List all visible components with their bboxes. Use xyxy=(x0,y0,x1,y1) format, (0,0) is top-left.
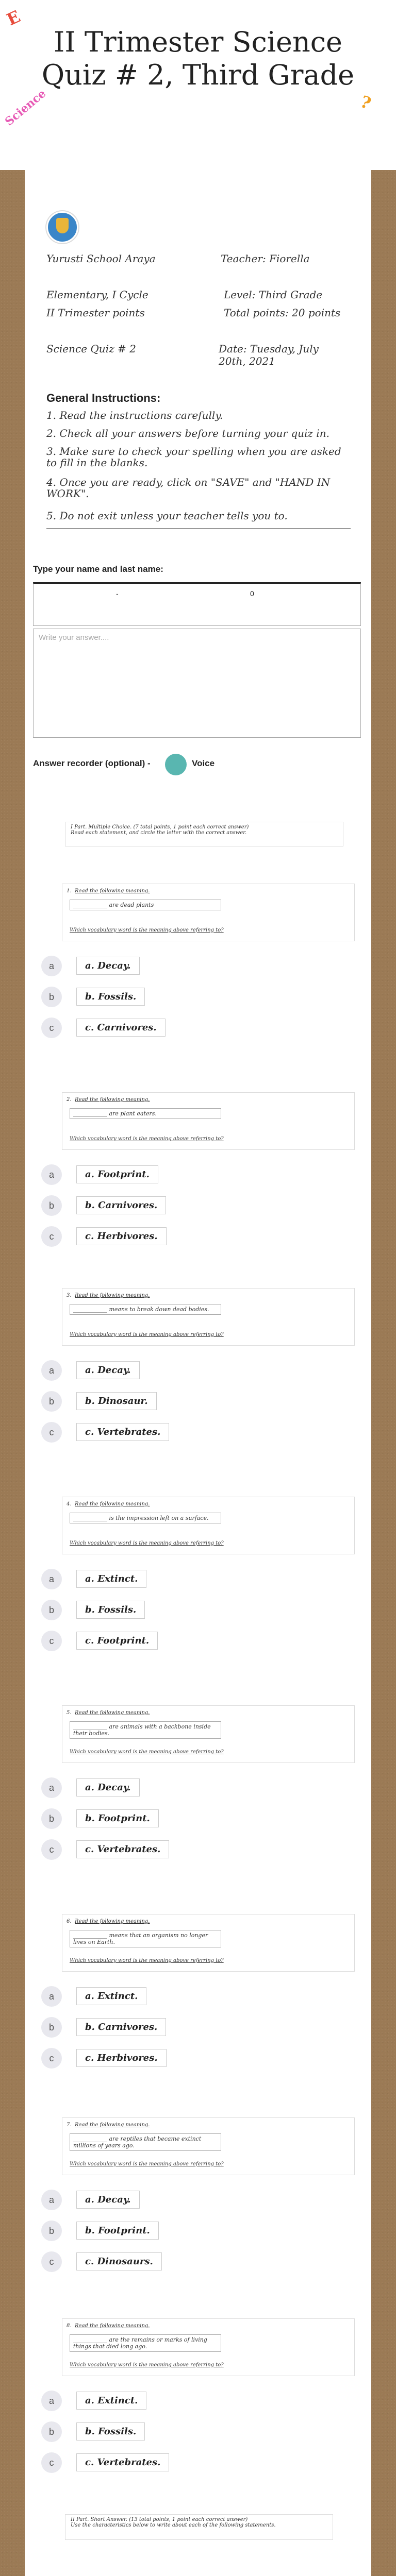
option-letter[interactable]: a xyxy=(41,1777,62,1798)
question-meaning: ____________ are the remains or marks of living things that died long ago. xyxy=(70,2334,221,2352)
decoration-letter: E xyxy=(4,6,24,30)
question-number: 3. xyxy=(67,1293,72,1298)
info-school: Yurusti School Araya xyxy=(46,252,156,265)
question-meaning: ____________ means to break down dead bodies. xyxy=(70,1304,221,1315)
page-title: II Trimester Science Quiz # 2, Third Grade xyxy=(41,26,355,91)
option-letter[interactable]: c xyxy=(41,1226,62,1247)
option-letter[interactable]: b xyxy=(41,1195,62,1216)
question-card xyxy=(62,2318,355,2376)
option-letter[interactable]: a xyxy=(41,2391,62,2411)
question-ask: Which vocabulary word is the meaning above referring to? xyxy=(70,1332,224,1337)
option-card[interactable]: c. Vertebrates. xyxy=(76,2453,169,2471)
option-letter[interactable]: c xyxy=(41,1018,62,1038)
name-input[interactable] xyxy=(33,582,361,626)
option-letter[interactable]: b xyxy=(41,2221,62,2241)
question-card xyxy=(62,1914,355,1972)
question-card xyxy=(62,2117,355,2175)
option-card[interactable]: a. Extinct. xyxy=(76,1987,146,2005)
option-card[interactable]: c. Vertebrates. xyxy=(76,1840,169,1858)
info-trimester: II Trimester points xyxy=(46,307,145,319)
option-card[interactable]: c. Footprint. xyxy=(76,1632,158,1650)
question-read: Read the following meaning. xyxy=(75,1919,150,1924)
question-ask: Which vocabulary word is the meaning above referring to? xyxy=(70,927,224,933)
option-letter[interactable]: c xyxy=(41,2251,62,2272)
question-ask: Which vocabulary word is the meaning above referring to? xyxy=(70,1136,224,1142)
question-number: 8. xyxy=(67,2323,72,2329)
question-number: 1. xyxy=(67,888,72,894)
option-letter[interactable]: b xyxy=(41,1808,62,1829)
header xyxy=(0,0,396,170)
name-prompt: Type your name and last name: xyxy=(33,564,163,574)
info-elementary: Elementary, I Cycle xyxy=(46,289,148,301)
option-card[interactable]: c. Herbivores. xyxy=(76,2049,167,2067)
option-card[interactable]: b. Fossils. xyxy=(76,1601,145,1619)
info-level: Level: Third Grade xyxy=(224,289,323,301)
question-number: 7. xyxy=(67,2122,72,2128)
question-card xyxy=(62,1092,355,1150)
option-card[interactable]: c. Vertebrates. xyxy=(76,1423,169,1441)
option-card[interactable]: b. Carnivores. xyxy=(76,2018,166,2036)
question-ask: Which vocabulary word is the meaning above referring to? xyxy=(70,1749,224,1755)
question-ask: Which vocabulary word is the meaning above referring to? xyxy=(70,1540,224,1546)
question-number: 5. xyxy=(67,1710,72,1716)
recorder-label: Answer recorder (optional) - xyxy=(33,758,151,768)
question-ask: Which vocabulary word is the meaning above referring to? xyxy=(70,2362,224,2368)
option-letter[interactable]: b xyxy=(41,1600,62,1620)
option-letter[interactable]: c xyxy=(41,1839,62,1860)
option-card[interactable]: c. Carnivores. xyxy=(76,1019,166,1037)
option-letter[interactable]: a xyxy=(41,2190,62,2210)
option-card[interactable]: b. Fossils. xyxy=(76,988,145,1006)
option-card[interactable]: b. Dinosaur. xyxy=(76,1392,157,1410)
decoration-symbol: ? xyxy=(358,91,374,114)
question-read: Read the following meaning. xyxy=(75,1097,150,1103)
info-points: Total points: 20 points xyxy=(224,307,341,319)
question-ask: Which vocabulary word is the meaning above referring to? xyxy=(70,2161,224,2167)
option-letter[interactable]: c xyxy=(41,2452,62,2473)
option-card[interactable]: a. Extinct. xyxy=(76,2392,146,2410)
info-date: Date: Tuesday, July 20th, 2021 xyxy=(219,343,319,367)
question-card xyxy=(62,1288,355,1346)
question-ask: Which vocabulary word is the meaning above referring to? xyxy=(70,1958,224,1963)
question-read: Read the following meaning. xyxy=(75,1293,150,1298)
option-letter[interactable]: b xyxy=(41,1391,62,1412)
instruction-item: 4. Once you are ready, click on "SAVE" and "HAND IN WORK". xyxy=(46,476,331,500)
option-card[interactable]: b. Carnivores. xyxy=(76,1196,166,1214)
question-meaning: ____________ are animals with a backbone inside their bodies. xyxy=(70,1721,221,1739)
option-card[interactable]: a. Decay. xyxy=(76,957,140,975)
option-letter[interactable]: c xyxy=(41,1631,62,1651)
instructions-title: General Instructions: xyxy=(46,392,161,404)
question-number: 6. xyxy=(67,1919,72,1924)
option-letter[interactable]: c xyxy=(41,1422,62,1443)
option-letter[interactable]: a xyxy=(41,1986,62,2007)
option-card[interactable]: b. Footprint. xyxy=(76,2222,159,2240)
question-meaning: ____________ means that an organism no longer lives on Earth. xyxy=(70,1930,221,1947)
question-read: Read the following meaning. xyxy=(75,1501,150,1507)
microphone-icon[interactable] xyxy=(165,754,187,775)
instruction-item: 3. Make sure to check your spelling when you are asked to fill in the blanks. xyxy=(46,445,341,469)
question-read: Read the following meaning. xyxy=(75,1710,150,1716)
section2-header: II Part. Short Answer. (13 total points, 1 point each correct answer) Use the characteristics below to write about each of the following statements. xyxy=(65,2514,333,2540)
name-field-first[interactable]: - xyxy=(116,589,119,598)
question-read: Read the following meaning. xyxy=(75,2323,150,2329)
option-card[interactable]: a. Decay. xyxy=(76,1778,140,1797)
section1-header: I Part. Multiple Choice. (7 total points, 1 point each correct answer) Read each statement, and circle the letter with the correct answer. xyxy=(65,822,343,846)
option-letter[interactable]: a xyxy=(41,1569,62,1589)
info-teacher: Teacher: Fiorella xyxy=(221,252,310,265)
option-letter[interactable]: a xyxy=(41,1164,62,1185)
option-card[interactable]: a. Footprint. xyxy=(76,1165,158,1183)
option-letter[interactable]: c xyxy=(41,2048,62,2069)
option-letter[interactable]: a xyxy=(41,956,62,976)
question-number: 2. xyxy=(67,1097,72,1103)
name-field-last[interactable]: 0 xyxy=(250,589,254,598)
option-card[interactable]: c. Herbivores. xyxy=(76,1227,167,1245)
divider xyxy=(46,528,351,529)
answer-placeholder: Write your answer.... xyxy=(39,633,109,642)
school-logo xyxy=(46,211,78,243)
instruction-item: 5. Do not exit unless your teacher tells you to. xyxy=(46,510,288,522)
option-card[interactable]: c. Dinosaurs. xyxy=(76,2252,162,2270)
decoration-word: Science xyxy=(2,87,49,129)
option-card[interactable]: a. Decay. xyxy=(76,1361,140,1379)
option-card[interactable]: a. Extinct. xyxy=(76,1570,146,1588)
instruction-item: 1. Read the instructions carefully. xyxy=(46,409,223,421)
answer-textarea[interactable] xyxy=(33,629,361,738)
option-card[interactable]: b. Fossils. xyxy=(76,2422,145,2441)
question-read: Read the following meaning. xyxy=(75,2122,150,2128)
question-card xyxy=(62,884,355,941)
option-letter[interactable]: b xyxy=(41,987,62,1007)
option-letter[interactable]: b xyxy=(41,2421,62,2442)
question-meaning: ____________ are dead plants xyxy=(70,900,221,910)
voice-label: Voice xyxy=(192,758,215,768)
option-card[interactable]: a. Decay. xyxy=(76,2191,140,2209)
option-letter[interactable]: b xyxy=(41,2017,62,2038)
question-card xyxy=(62,1705,355,1763)
question-meaning: ____________ are reptiles that became extinct millions of years ago. xyxy=(70,2133,221,2151)
question-number: 4. xyxy=(67,1501,72,1507)
info-quiz: Science Quiz # 2 xyxy=(46,343,136,355)
option-card[interactable]: b. Footprint. xyxy=(76,1809,159,1827)
option-letter[interactable]: a xyxy=(41,1360,62,1381)
question-card xyxy=(62,1497,355,1554)
question-meaning: ____________ are plant eaters. xyxy=(70,1108,221,1119)
question-meaning: ____________ is the impression left on a surface. xyxy=(70,1513,221,1523)
instruction-item: 2. Check all your answers before turning your quiz in. xyxy=(46,427,329,439)
question-read: Read the following meaning. xyxy=(75,888,150,894)
